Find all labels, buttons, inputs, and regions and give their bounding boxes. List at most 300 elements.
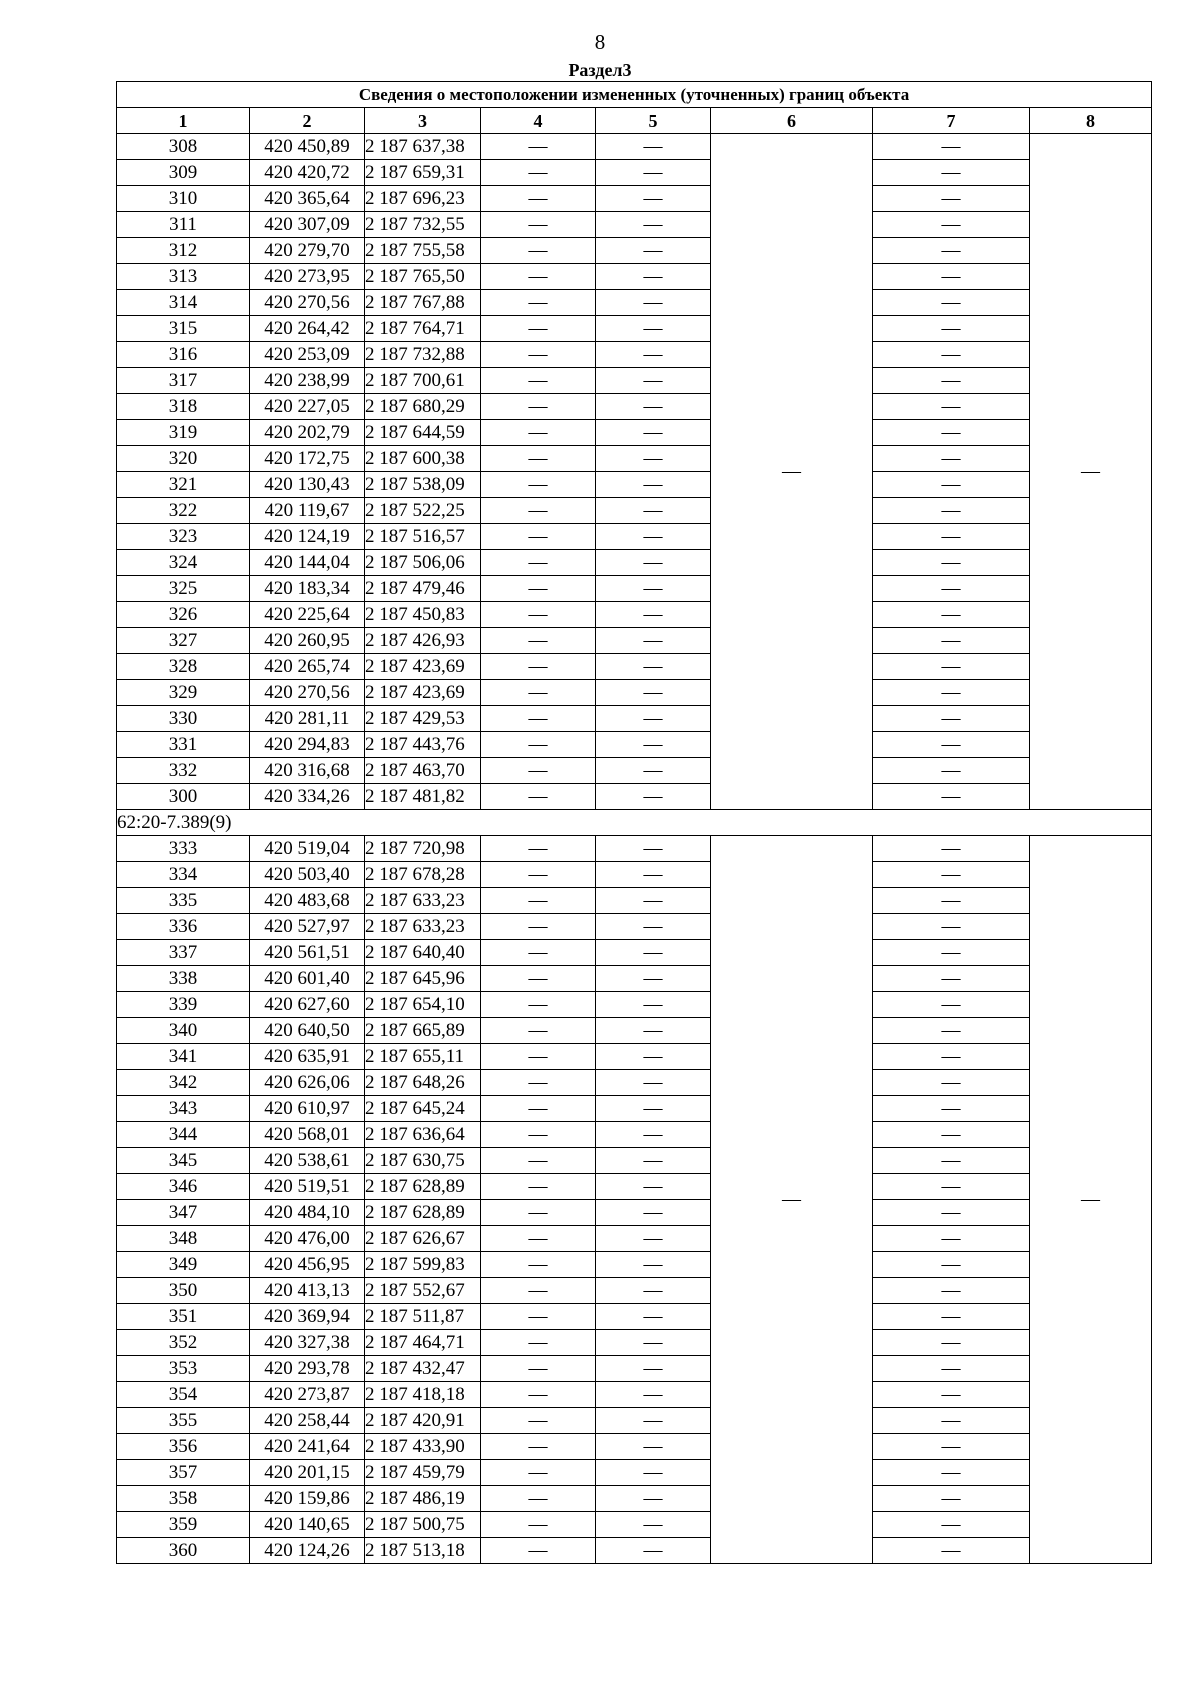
col-7-value: — — [873, 1486, 1030, 1512]
col-5-value: — — [596, 1044, 711, 1070]
coordinate-x: 420 265,74 — [250, 654, 365, 680]
table-row — [117, 550, 1152, 576]
col-7-value: — — [873, 784, 1030, 810]
point-number: 350 — [117, 1278, 250, 1304]
col-4-value: — — [481, 758, 596, 784]
coordinate-y: 2 187 678,28 — [365, 862, 481, 888]
coordinate-x: 420 264,42 — [250, 316, 365, 342]
table-row — [117, 1018, 1152, 1044]
coordinate-y: 2 187 648,26 — [365, 1070, 481, 1096]
coordinate-y: 2 187 628,89 — [365, 1200, 481, 1226]
col-5-value: — — [596, 212, 711, 238]
col-4-value: — — [481, 628, 596, 654]
col-4-value: — — [481, 1382, 596, 1408]
coordinate-y: 2 187 655,11 — [365, 1044, 481, 1070]
table-row — [117, 1512, 1152, 1538]
coordinate-x: 420 610,97 — [250, 1096, 365, 1122]
coordinate-y: 2 187 720,98 — [365, 836, 481, 862]
col-7-value: — — [873, 836, 1030, 862]
point-number: 351 — [117, 1304, 250, 1330]
col-5-value: — — [596, 472, 711, 498]
table-row — [117, 1330, 1152, 1356]
col-8-merged-value: — — [1030, 134, 1152, 810]
coordinate-x: 420 334,26 — [250, 784, 365, 810]
coordinate-y: 2 187 481,82 — [365, 784, 481, 810]
table-row — [117, 1408, 1152, 1434]
table-row — [117, 628, 1152, 654]
col-7-value: — — [873, 316, 1030, 342]
coordinate-y: 2 187 626,67 — [365, 1226, 481, 1252]
table-row — [117, 966, 1152, 992]
coordinate-y: 2 187 479,46 — [365, 576, 481, 602]
point-number: 341 — [117, 1044, 250, 1070]
point-number: 347 — [117, 1200, 250, 1226]
col-4-value: — — [481, 1252, 596, 1278]
table-row — [117, 1070, 1152, 1096]
col-4-value: — — [481, 1434, 596, 1460]
point-number: 325 — [117, 576, 250, 602]
col-4-value: — — [481, 784, 596, 810]
coordinate-x: 420 241,64 — [250, 1434, 365, 1460]
point-number: 323 — [117, 524, 250, 550]
coordinate-y: 2 187 418,18 — [365, 1382, 481, 1408]
col-7-value: — — [873, 186, 1030, 212]
coordinate-x: 420 307,09 — [250, 212, 365, 238]
col-5-value: — — [596, 550, 711, 576]
col-5-value: — — [596, 732, 711, 758]
col-4-value: — — [481, 1096, 596, 1122]
coordinate-y: 2 187 511,87 — [365, 1304, 481, 1330]
col-4-value: — — [481, 706, 596, 732]
col-4-value: — — [481, 394, 596, 420]
col-4-value: — — [481, 550, 596, 576]
table-row — [117, 888, 1152, 914]
point-number: 330 — [117, 706, 250, 732]
coordinate-x: 420 119,67 — [250, 498, 365, 524]
col-5-value: — — [596, 888, 711, 914]
point-number: 348 — [117, 1226, 250, 1252]
col-5-value: — — [596, 758, 711, 784]
col-4-value: — — [481, 576, 596, 602]
coordinate-x: 420 260,95 — [250, 628, 365, 654]
col-5-value: — — [596, 290, 711, 316]
table-row — [117, 1434, 1152, 1460]
table-row — [117, 836, 1152, 862]
coordinate-x: 420 450,89 — [250, 134, 365, 160]
point-number: 353 — [117, 1356, 250, 1382]
column-header-1: 1 — [117, 108, 250, 134]
coordinate-y: 2 187 599,83 — [365, 1252, 481, 1278]
col-7-value: — — [873, 862, 1030, 888]
table-row — [117, 1278, 1152, 1304]
table-row — [117, 368, 1152, 394]
table-row — [117, 1174, 1152, 1200]
table-row — [117, 914, 1152, 940]
col-4-value: — — [481, 602, 596, 628]
col-5-value: — — [596, 368, 711, 394]
coordinate-y: 2 187 767,88 — [365, 290, 481, 316]
col-7-value: — — [873, 1512, 1030, 1538]
coordinate-y: 2 187 659,31 — [365, 160, 481, 186]
col-5-value: — — [596, 316, 711, 342]
col-7-value: — — [873, 1408, 1030, 1434]
col-4-value: — — [481, 1408, 596, 1434]
coordinate-y: 2 187 633,23 — [365, 888, 481, 914]
column-header-7: 7 — [873, 108, 1030, 134]
table-row — [117, 524, 1152, 550]
col-4-value: — — [481, 940, 596, 966]
coordinate-y: 2 187 423,69 — [365, 680, 481, 706]
point-number: 343 — [117, 1096, 250, 1122]
column-header-row — [117, 108, 1152, 134]
col-7-value: — — [873, 1044, 1030, 1070]
coordinate-y: 2 187 426,93 — [365, 628, 481, 654]
coordinate-x: 420 273,95 — [250, 264, 365, 290]
table-row — [117, 342, 1152, 368]
col-4-value: — — [481, 1330, 596, 1356]
col-5-value: — — [596, 1330, 711, 1356]
col-5-value: — — [596, 394, 711, 420]
parcel-label-row — [117, 810, 1152, 836]
point-number: 331 — [117, 732, 250, 758]
table-title: Сведения о местоположении измененных (уточненных) границ объекта — [117, 82, 1152, 108]
col-4-value: — — [481, 1538, 596, 1564]
column-header-5: 5 — [596, 108, 711, 134]
coordinate-x: 420 483,68 — [250, 888, 365, 914]
col-4-value: — — [481, 1174, 596, 1200]
col-4-value: — — [481, 342, 596, 368]
col-5-value: — — [596, 966, 711, 992]
col-4-value: — — [481, 862, 596, 888]
point-number: 336 — [117, 914, 250, 940]
col-7-value: — — [873, 680, 1030, 706]
coordinate-x: 420 201,15 — [250, 1460, 365, 1486]
table-row — [117, 498, 1152, 524]
col-5-value: — — [596, 160, 711, 186]
col-4-value: — — [481, 134, 596, 160]
col-7-value: — — [873, 966, 1030, 992]
col-7-value: — — [873, 1226, 1030, 1252]
col-7-value: — — [873, 134, 1030, 160]
coordinate-y: 2 187 633,23 — [365, 914, 481, 940]
table-row — [117, 134, 1152, 160]
col-4-value: — — [481, 966, 596, 992]
point-number: 339 — [117, 992, 250, 1018]
col-5-value: — — [596, 498, 711, 524]
col-5-value: — — [596, 1070, 711, 1096]
point-number: 318 — [117, 394, 250, 420]
table-row — [117, 472, 1152, 498]
coordinate-y: 2 187 680,29 — [365, 394, 481, 420]
col-5-value: — — [596, 654, 711, 680]
coordinate-x: 420 238,99 — [250, 368, 365, 394]
coordinate-x: 420 253,09 — [250, 342, 365, 368]
point-number: 357 — [117, 1460, 250, 1486]
point-number: 335 — [117, 888, 250, 914]
point-number: 311 — [117, 212, 250, 238]
coordinate-x: 420 640,50 — [250, 1018, 365, 1044]
col-4-value: — — [481, 1226, 596, 1252]
col-7-value: — — [873, 1148, 1030, 1174]
col-7-value: — — [873, 1460, 1030, 1486]
col-5-value: — — [596, 836, 711, 862]
coordinate-x: 420 527,97 — [250, 914, 365, 940]
col-5-value: — — [596, 186, 711, 212]
col-7-value: — — [873, 342, 1030, 368]
col-4-value: — — [481, 238, 596, 264]
col-7-value: — — [873, 758, 1030, 784]
table-row — [117, 706, 1152, 732]
coordinate-y: 2 187 443,76 — [365, 732, 481, 758]
table-row — [117, 1148, 1152, 1174]
col-4-value: — — [481, 836, 596, 862]
col-4-value: — — [481, 186, 596, 212]
point-number: 360 — [117, 1538, 250, 1564]
table-row — [117, 992, 1152, 1018]
point-number: 315 — [117, 316, 250, 342]
col-7-value: — — [873, 1122, 1030, 1148]
point-number: 334 — [117, 862, 250, 888]
coordinate-y: 2 187 433,90 — [365, 1434, 481, 1460]
col-7-value: — — [873, 654, 1030, 680]
col-4-value: — — [481, 1044, 596, 1070]
coordinate-y: 2 187 450,83 — [365, 602, 481, 628]
coordinate-x: 420 484,10 — [250, 1200, 365, 1226]
col-5-value: — — [596, 940, 711, 966]
col-7-value: — — [873, 992, 1030, 1018]
coordinate-y: 2 187 696,23 — [365, 186, 481, 212]
col-4-value: — — [481, 420, 596, 446]
point-number: 320 — [117, 446, 250, 472]
coordinate-x: 420 183,34 — [250, 576, 365, 602]
table-row — [117, 1538, 1152, 1564]
col-5-value: — — [596, 1252, 711, 1278]
table-row — [117, 1460, 1152, 1486]
col-7-value: — — [873, 524, 1030, 550]
coordinate-x: 420 124,26 — [250, 1538, 365, 1564]
col-5-value: — — [596, 1512, 711, 1538]
col-5-value: — — [596, 1174, 711, 1200]
coordinate-y: 2 187 600,38 — [365, 446, 481, 472]
col-4-value: — — [481, 654, 596, 680]
coordinate-x: 420 519,51 — [250, 1174, 365, 1200]
col-7-value: — — [873, 1174, 1030, 1200]
coordinate-x: 420 294,83 — [250, 732, 365, 758]
table-row — [117, 680, 1152, 706]
coordinate-y: 2 187 423,69 — [365, 654, 481, 680]
coordinate-y: 2 187 552,67 — [365, 1278, 481, 1304]
coordinate-x: 420 369,94 — [250, 1304, 365, 1330]
point-number: 314 — [117, 290, 250, 316]
col-5-value: — — [596, 1226, 711, 1252]
point-number: 309 — [117, 160, 250, 186]
coordinate-y: 2 187 732,88 — [365, 342, 481, 368]
col-7-value: — — [873, 940, 1030, 966]
table-row — [117, 654, 1152, 680]
coordinate-x: 420 327,38 — [250, 1330, 365, 1356]
coordinate-y: 2 187 644,59 — [365, 420, 481, 446]
point-number: 321 — [117, 472, 250, 498]
col-5-value: — — [596, 1382, 711, 1408]
point-number: 313 — [117, 264, 250, 290]
table-row — [117, 264, 1152, 290]
coordinate-y: 2 187 665,89 — [365, 1018, 481, 1044]
table-row — [117, 1226, 1152, 1252]
point-number: 344 — [117, 1122, 250, 1148]
col-5-value: — — [596, 1096, 711, 1122]
col-5-value: — — [596, 576, 711, 602]
col-7-value: — — [873, 1330, 1030, 1356]
col-7-value: — — [873, 1200, 1030, 1226]
table-row — [117, 576, 1152, 602]
col-7-value: — — [873, 498, 1030, 524]
point-number: 338 — [117, 966, 250, 992]
table-row — [117, 602, 1152, 628]
point-number: 329 — [117, 680, 250, 706]
coordinate-x: 420 227,05 — [250, 394, 365, 420]
col-7-value: — — [873, 1018, 1030, 1044]
col-7-value: — — [873, 446, 1030, 472]
coordinate-x: 420 316,68 — [250, 758, 365, 784]
col-4-value: — — [481, 1460, 596, 1486]
col-4-value: — — [481, 1278, 596, 1304]
col-5-value: — — [596, 1018, 711, 1044]
coordinate-x: 420 626,06 — [250, 1070, 365, 1096]
coordinate-x: 420 293,78 — [250, 1356, 365, 1382]
coordinate-y: 2 187 522,25 — [365, 498, 481, 524]
col-5-value: — — [596, 706, 711, 732]
table-row — [117, 940, 1152, 966]
coordinate-x: 420 420,72 — [250, 160, 365, 186]
col-7-value: — — [873, 472, 1030, 498]
coordinate-x: 420 130,43 — [250, 472, 365, 498]
col-4-value: — — [481, 1486, 596, 1512]
coordinate-y: 2 187 628,89 — [365, 1174, 481, 1200]
point-number: 358 — [117, 1486, 250, 1512]
point-number: 349 — [117, 1252, 250, 1278]
col-7-value: — — [873, 420, 1030, 446]
coordinate-x: 420 519,04 — [250, 836, 365, 862]
point-number: 327 — [117, 628, 250, 654]
point-number: 312 — [117, 238, 250, 264]
col-5-value: — — [596, 420, 711, 446]
col-5-value: — — [596, 628, 711, 654]
table-row — [117, 862, 1152, 888]
table-row — [117, 186, 1152, 212]
col-7-value: — — [873, 628, 1030, 654]
point-number: 333 — [117, 836, 250, 862]
col-4-value: — — [481, 1356, 596, 1382]
col-7-value: — — [873, 1382, 1030, 1408]
col-5-value: — — [596, 1200, 711, 1226]
coordinate-x: 420 568,01 — [250, 1122, 365, 1148]
coordinate-y: 2 187 500,75 — [365, 1512, 481, 1538]
coordinate-y: 2 187 755,58 — [365, 238, 481, 264]
col-7-value: — — [873, 1304, 1030, 1330]
col-4-value: — — [481, 212, 596, 238]
table-row — [117, 238, 1152, 264]
point-number: 310 — [117, 186, 250, 212]
coordinate-x: 420 279,70 — [250, 238, 365, 264]
col-5-value: — — [596, 1460, 711, 1486]
coordinate-x: 420 273,87 — [250, 1382, 365, 1408]
col-4-value: — — [481, 498, 596, 524]
coordinate-y: 2 187 538,09 — [365, 472, 481, 498]
coordinate-y: 2 187 432,47 — [365, 1356, 481, 1382]
coordinate-y: 2 187 640,40 — [365, 940, 481, 966]
coordinate-y: 2 187 654,10 — [365, 992, 481, 1018]
table-row — [117, 446, 1152, 472]
point-number: 354 — [117, 1382, 250, 1408]
point-number: 355 — [117, 1408, 250, 1434]
col-7-value: — — [873, 1252, 1030, 1278]
col-5-value: — — [596, 1434, 711, 1460]
section-label: Раздел3 — [568, 60, 632, 80]
coordinate-x: 420 172,75 — [250, 446, 365, 472]
point-number: 317 — [117, 368, 250, 394]
coordinate-y: 2 187 636,64 — [365, 1122, 481, 1148]
col-4-value: — — [481, 1512, 596, 1538]
table-row — [117, 1486, 1152, 1512]
col-5-value: — — [596, 602, 711, 628]
point-number: 352 — [117, 1330, 250, 1356]
coordinate-y: 2 187 645,96 — [365, 966, 481, 992]
col-8-merged-value: — — [1030, 836, 1152, 1564]
col-7-value: — — [873, 576, 1030, 602]
table-row — [117, 420, 1152, 446]
point-number: 326 — [117, 602, 250, 628]
col-7-value: — — [873, 1356, 1030, 1382]
col-4-value: — — [481, 1070, 596, 1096]
table-row — [117, 394, 1152, 420]
column-header-3: 3 — [365, 108, 481, 134]
table-body — [117, 134, 1152, 1564]
col-7-value: — — [873, 238, 1030, 264]
point-number: 342 — [117, 1070, 250, 1096]
column-header-8: 8 — [1030, 108, 1152, 134]
point-number: 316 — [117, 342, 250, 368]
col-5-value: — — [596, 1304, 711, 1330]
coordinate-y: 2 187 516,57 — [365, 524, 481, 550]
coordinate-y: 2 187 630,75 — [365, 1148, 481, 1174]
coordinate-x: 420 538,61 — [250, 1148, 365, 1174]
col-5-value: — — [596, 1408, 711, 1434]
coordinate-x: 420 456,95 — [250, 1252, 365, 1278]
col-7-value: — — [873, 1096, 1030, 1122]
coordinate-y: 2 187 765,50 — [365, 264, 481, 290]
col-5-value: — — [596, 862, 711, 888]
col-4-value: — — [481, 264, 596, 290]
coordinate-y: 2 187 700,61 — [365, 368, 481, 394]
col-4-value: — — [481, 290, 596, 316]
coordinate-y: 2 187 764,71 — [365, 316, 481, 342]
col-7-value: — — [873, 706, 1030, 732]
point-number: 300 — [117, 784, 250, 810]
coordinate-y: 2 187 464,71 — [365, 1330, 481, 1356]
coordinate-x: 420 635,91 — [250, 1044, 365, 1070]
col-5-value: — — [596, 264, 711, 290]
col-4-value: — — [481, 992, 596, 1018]
col-4-value: — — [481, 732, 596, 758]
coordinate-x: 420 601,40 — [250, 966, 365, 992]
col-7-value: — — [873, 1070, 1030, 1096]
col-7-value: — — [873, 1278, 1030, 1304]
col-4-value: — — [481, 368, 596, 394]
col-5-value: — — [596, 238, 711, 264]
col-5-value: — — [596, 1148, 711, 1174]
point-number: 319 — [117, 420, 250, 446]
table-row — [117, 758, 1152, 784]
